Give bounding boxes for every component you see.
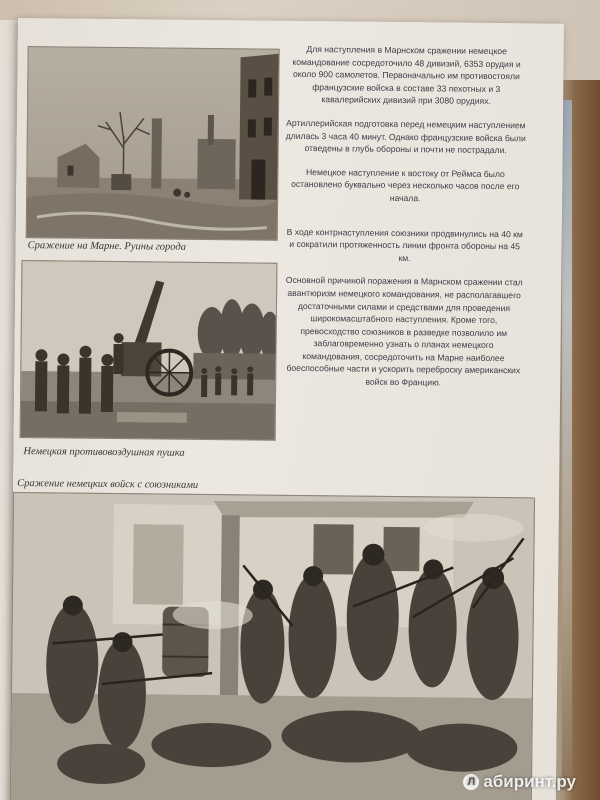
caption-antiaircraft-gun: Немецкая противовоздушная пушка [23,446,185,459]
paragraph-forces: Для наступления в Марнском сражении немецкое командование сосредоточило 48 дивизий, 6353 орудия и около 900 самолетов. Первоначально им противостояли французские войска в составе 33 пехотных и 3 кавалерийских дивизий при 3080 орудиях. [292,44,521,107]
paragraph-counteroffensive: В ходе контрнаступления союзники продвинулись на 40 км и сократили протяженность линии фронта обороны на 45 км. [286,226,523,263]
caption-street-battle: Сражение немецких войск с союзниками [17,478,199,491]
photo-ruined-town [26,46,280,241]
labirint-logo-icon: Л [463,774,479,790]
book-stack-right [556,80,600,800]
paragraph-reims: Немецкое наступление к востоку от Реймса было остановлено буквально через несколько часов после его начала. [291,166,520,204]
paragraph-artillery: Артиллерийская подготовка перед немецким наступлением длилась 3 часа 40 минут. Однако французские войска были отведены в глубь обороны и почти не пострадали. [285,117,526,156]
article-text-column [282,43,528,401]
caption-ruined-town: Сражение на Марне. Руины города [27,240,187,253]
photo-antiaircraft-gun [20,260,278,441]
watermark-logo [463,772,576,792]
paragraph-defeat-reasons: Основной причиной поражения в Марнском сражении стал авантюризм немецкого командования, не располагавшего достаточными силами и средствами для проведения широкомасштабного наступления. Кроме того, превосходство союзников в разведке позволило им заблаговременно узнать о планах немецкого командования, сосредоточить на Марне наиболее боеспособные части и ускорить переброску американских войск во Францию. [285,275,523,388]
watermark-text: абиринт.ру [483,772,576,791]
illustration-street-battle [10,492,535,800]
book-page [10,18,564,800]
